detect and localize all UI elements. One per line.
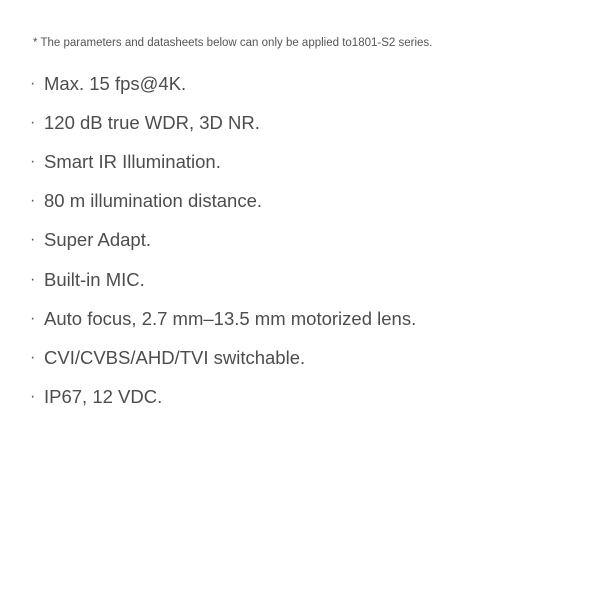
feature-text: 120 dB true WDR, 3D NR. <box>44 111 260 133</box>
bullet-icon: · <box>30 348 36 366</box>
bullet-icon: · <box>30 231 36 249</box>
feature-item <box>30 64 416 103</box>
feature-text: 80 m illumination distance. <box>44 190 262 212</box>
feature-text: Smart IR Illumination. <box>44 150 221 172</box>
feature-text: CVI/CVBS/AHD/TVI switchable. <box>44 346 306 368</box>
bullet-icon: · <box>30 152 36 170</box>
feature-item <box>30 103 416 142</box>
feature-list <box>30 64 416 417</box>
bullet-icon: · <box>30 388 36 406</box>
feature-text: Auto focus, 2.7 mm–13.5 mm motorized lens. <box>44 307 417 329</box>
feature-item <box>30 142 416 181</box>
feature-item <box>30 260 416 299</box>
feature-text: Super Adapt. <box>44 229 151 251</box>
feature-item <box>30 338 416 377</box>
series-note: * The parameters and datasheets below can only be applied to1801-S2 series. <box>33 37 433 49</box>
feature-item <box>30 378 416 417</box>
bullet-icon: · <box>30 192 36 210</box>
feature-item <box>30 221 416 260</box>
bullet-icon: · <box>30 113 36 131</box>
feature-item <box>30 182 416 221</box>
bullet-icon: · <box>30 74 36 92</box>
feature-item <box>30 299 416 338</box>
feature-text: Built-in MIC. <box>44 268 145 290</box>
bullet-icon: · <box>30 270 36 288</box>
bullet-icon: · <box>30 309 36 327</box>
feature-text: IP67, 12 VDC. <box>44 386 163 408</box>
feature-text: Max. 15 fps@4K. <box>44 72 187 94</box>
